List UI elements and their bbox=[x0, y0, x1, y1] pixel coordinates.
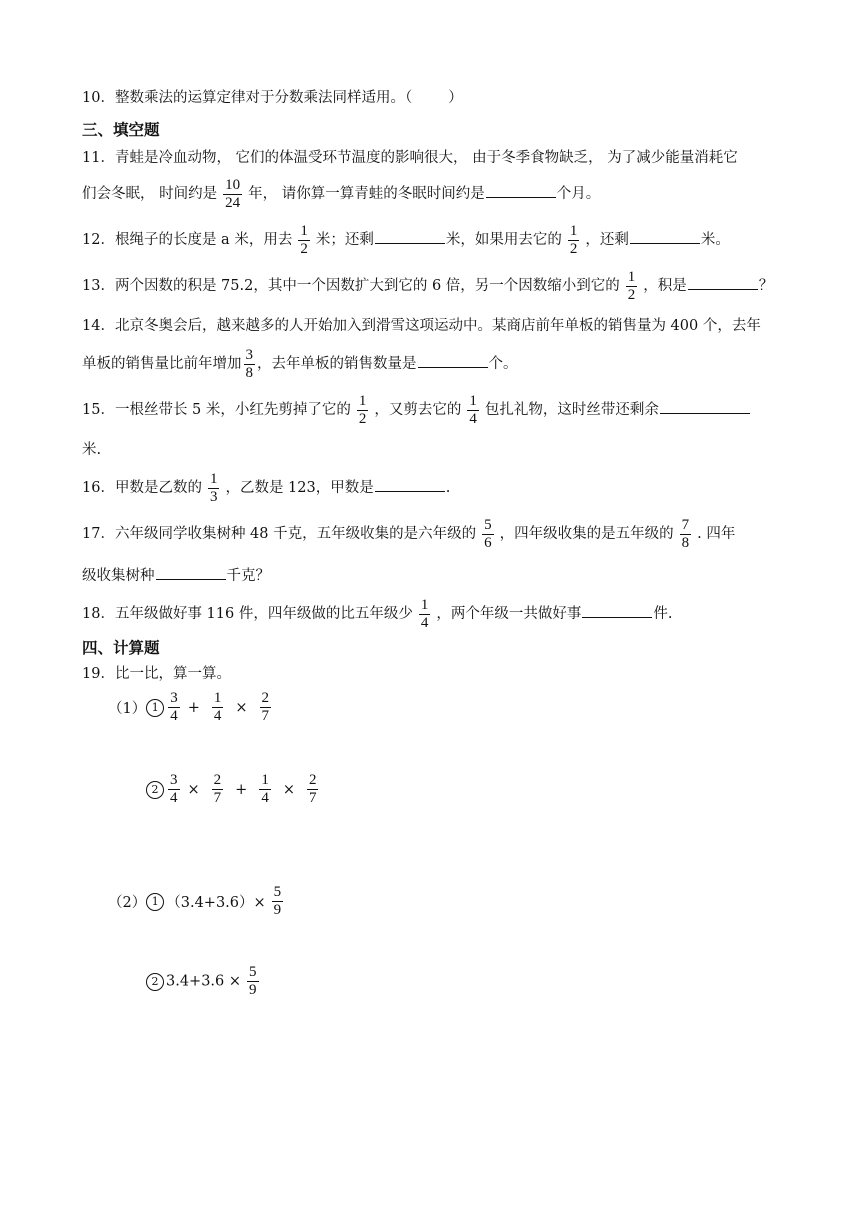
fraction bbox=[298, 223, 310, 258]
fraction bbox=[626, 269, 638, 304]
question-text: 包扎礼物，这时丝带还剩余 bbox=[484, 402, 659, 418]
question-text: ，还剩 bbox=[585, 232, 629, 248]
expression-1-1 bbox=[108, 690, 277, 725]
question-text: 米. bbox=[82, 442, 102, 458]
part-label: （1） bbox=[108, 701, 147, 717]
question-text: 千克？ bbox=[226, 568, 270, 584]
question-text: 整数乘法的运算定律对于分数乘法同样适用。（ bbox=[114, 90, 413, 106]
question-text: 根绳子的长度是 a 米，用去 bbox=[114, 232, 293, 248]
fraction-numerator: 1 bbox=[209, 470, 218, 487]
fraction-numerator: 1 bbox=[627, 268, 636, 285]
question-14-line-2 bbox=[82, 344, 518, 384]
fraction-numerator: 1 bbox=[420, 596, 429, 613]
fraction-denominator: 6 bbox=[484, 534, 492, 551]
fraction-numerator: 1 bbox=[300, 222, 308, 239]
answer-blank[interactable] bbox=[375, 227, 445, 244]
question-text: 两个因数的积是 75.2，其中一个因数扩大到它的 6 倍，另一个因数缩小到它的 bbox=[114, 278, 620, 294]
question-18 bbox=[82, 594, 672, 634]
question-text: 年， 请你算一算青蛙的冬眠时间约是 bbox=[248, 186, 485, 202]
question-10 bbox=[82, 88, 463, 108]
question-text: 级收集树种 bbox=[82, 568, 155, 584]
fraction-numerator: 1 bbox=[358, 392, 367, 409]
question-text: ，又剪去它的 bbox=[374, 402, 462, 418]
fraction-numerator: 2 bbox=[308, 772, 317, 788]
answer-blank[interactable] bbox=[375, 475, 445, 492]
question-text: 比一比，算一算。 bbox=[114, 666, 231, 682]
expression-1-2 bbox=[146, 772, 324, 807]
fraction-denominator: 4 bbox=[261, 790, 269, 806]
fraction-numerator: 3 bbox=[170, 772, 178, 788]
fraction-numerator: 1 bbox=[469, 392, 477, 409]
question-16 bbox=[82, 468, 450, 508]
question-13 bbox=[82, 266, 773, 306]
fraction-numerator: 3 bbox=[245, 346, 253, 363]
question-text: ，乙数是 123，甲数是 bbox=[225, 480, 374, 496]
fraction-denominator: 7 bbox=[213, 790, 222, 806]
fraction-denominator: 2 bbox=[627, 286, 636, 303]
expression-2-2 bbox=[146, 964, 265, 999]
question-number: 13． bbox=[82, 278, 115, 294]
fraction-denominator: 2 bbox=[569, 240, 578, 257]
fraction bbox=[680, 517, 692, 552]
fraction-denominator: 2 bbox=[300, 240, 308, 257]
question-text: 个。 bbox=[488, 356, 518, 372]
fraction-denominator: 9 bbox=[249, 982, 257, 998]
answer-blank[interactable] bbox=[582, 601, 652, 618]
answer-blank[interactable] bbox=[660, 397, 750, 414]
fraction bbox=[168, 772, 180, 807]
circled-number: 2 bbox=[146, 781, 164, 799]
fraction-numerator: 10 bbox=[225, 176, 241, 193]
fraction bbox=[467, 393, 479, 428]
fraction bbox=[307, 772, 319, 807]
fraction bbox=[208, 471, 220, 506]
question-11-line-2 bbox=[82, 174, 600, 214]
answer-blank[interactable] bbox=[486, 181, 556, 198]
fraction-numerator: 2 bbox=[261, 690, 270, 706]
fraction-numerator: 5 bbox=[249, 964, 257, 980]
question-number: 11． bbox=[82, 150, 115, 166]
question-text: 六年级同学收集树种 48 千克，五年级收集的是六年级的 bbox=[114, 526, 477, 542]
question-text: ，积是 bbox=[643, 278, 687, 294]
question-text: . 四年 bbox=[697, 526, 736, 542]
operator: + bbox=[235, 781, 248, 798]
fraction bbox=[223, 177, 242, 212]
fraction-numerator: 1 bbox=[569, 222, 578, 239]
fraction-numerator: 5 bbox=[273, 884, 282, 900]
fraction-denominator: 3 bbox=[209, 488, 218, 505]
fraction bbox=[212, 690, 224, 725]
question-text: 一根丝带长 5 米，小红先剪掉了它的 bbox=[114, 402, 351, 418]
section-heading-calculation: 四、计算题 bbox=[82, 639, 160, 657]
question-text: 米；还剩 bbox=[315, 232, 374, 248]
paren-close: ） bbox=[448, 90, 463, 106]
question-12 bbox=[82, 220, 730, 260]
part-label: （2） bbox=[108, 895, 147, 911]
question-number: 18． bbox=[82, 606, 115, 622]
fraction bbox=[244, 347, 256, 382]
operator: + bbox=[187, 699, 200, 716]
question-text: 五年级做好事 116 件，四年级做的比五年级少 bbox=[114, 606, 413, 622]
fraction-denominator: 4 bbox=[213, 708, 222, 724]
question-text: 米。 bbox=[700, 232, 730, 248]
fraction-denominator: 8 bbox=[245, 364, 253, 381]
fraction bbox=[419, 597, 431, 632]
fraction-numerator: 2 bbox=[213, 772, 222, 788]
expression-text: （3.4+3.6）× bbox=[166, 895, 266, 911]
expression-2-1 bbox=[108, 884, 289, 919]
fraction-denominator: 8 bbox=[681, 534, 690, 551]
fraction bbox=[482, 517, 494, 552]
question-15-line-2 bbox=[82, 440, 101, 460]
question-text: 个月。 bbox=[556, 186, 601, 202]
question-19 bbox=[82, 664, 231, 684]
question-text: ，两个年级一共做好事 bbox=[436, 606, 582, 622]
fraction-denominator: 4 bbox=[170, 790, 178, 806]
section-heading-fill-blank: 三、填空题 bbox=[82, 121, 160, 139]
operator: × bbox=[187, 781, 200, 798]
operator: × bbox=[235, 699, 248, 716]
fraction bbox=[259, 772, 271, 807]
question-text: 米，如果用去它的 bbox=[445, 232, 562, 248]
fraction bbox=[357, 393, 369, 428]
question-text: 北京冬奥会后，越来越多的人开始加入到滑雪这项运动中。某商店前年单板的销售量为 400 个，去年 bbox=[114, 318, 761, 334]
circled-number: 1 bbox=[146, 699, 164, 717]
question-number: 19． bbox=[82, 666, 115, 682]
fraction-denominator: 4 bbox=[469, 410, 477, 427]
question-17-line-2 bbox=[82, 563, 270, 586]
question-text: 们会冬眠， 时间约是 bbox=[82, 186, 218, 202]
question-number: 10． bbox=[82, 90, 115, 106]
question-text: ，四年级收集的是五年级的 bbox=[499, 526, 674, 542]
question-15-line-1 bbox=[82, 390, 751, 430]
fraction-denominator: 2 bbox=[358, 410, 367, 427]
circled-number: 1 bbox=[146, 893, 164, 911]
question-text: 青蛙是冷血动物， 它们的体温受环节温度的影响很大， 由于冬季食物缺乏， 为了减少能量消耗它 bbox=[114, 150, 738, 166]
fraction bbox=[247, 964, 259, 999]
question-number: 12． bbox=[82, 232, 115, 248]
fraction-numerator: 1 bbox=[261, 772, 269, 788]
question-text: 件. bbox=[653, 606, 673, 622]
fraction-denominator: 7 bbox=[308, 790, 317, 806]
question-number: 17． bbox=[82, 526, 115, 542]
answer-blank[interactable] bbox=[156, 563, 226, 580]
expression-text: 3.4+3.6 × bbox=[166, 973, 242, 990]
fraction-denominator: 9 bbox=[273, 902, 282, 918]
question-text: ？ bbox=[758, 278, 774, 294]
answer-blank[interactable] bbox=[688, 273, 758, 290]
fraction-numerator: 1 bbox=[213, 690, 222, 706]
question-number: 16． bbox=[82, 480, 115, 496]
fraction bbox=[568, 223, 580, 258]
fraction-numerator: 5 bbox=[484, 516, 492, 533]
fraction-denominator: 4 bbox=[420, 614, 429, 631]
question-11-line-1 bbox=[82, 148, 738, 168]
fraction-denominator: 24 bbox=[225, 194, 241, 211]
fraction-numerator: 3 bbox=[170, 690, 178, 706]
fraction bbox=[272, 884, 284, 919]
question-14-line-1 bbox=[82, 316, 761, 336]
circled-number: 2 bbox=[146, 973, 164, 991]
question-text: 单板的销售量比前年增加 bbox=[82, 356, 242, 372]
fraction bbox=[260, 690, 272, 725]
question-number: 14． bbox=[82, 318, 115, 334]
fraction-denominator: 7 bbox=[261, 708, 270, 724]
answer-blank[interactable] bbox=[630, 227, 700, 244]
question-number: 15． bbox=[82, 402, 115, 418]
question-text: ，去年单板的销售数量是 bbox=[257, 356, 417, 372]
question-17-line-1 bbox=[82, 514, 735, 554]
fraction bbox=[168, 690, 180, 725]
operator: × bbox=[282, 781, 295, 798]
fraction-numerator: 7 bbox=[681, 516, 690, 533]
answer-blank[interactable] bbox=[418, 351, 488, 368]
question-text: . bbox=[445, 480, 451, 496]
question-text: 甲数是乙数的 bbox=[114, 480, 202, 496]
fraction bbox=[212, 772, 224, 807]
fraction-denominator: 4 bbox=[170, 708, 178, 724]
